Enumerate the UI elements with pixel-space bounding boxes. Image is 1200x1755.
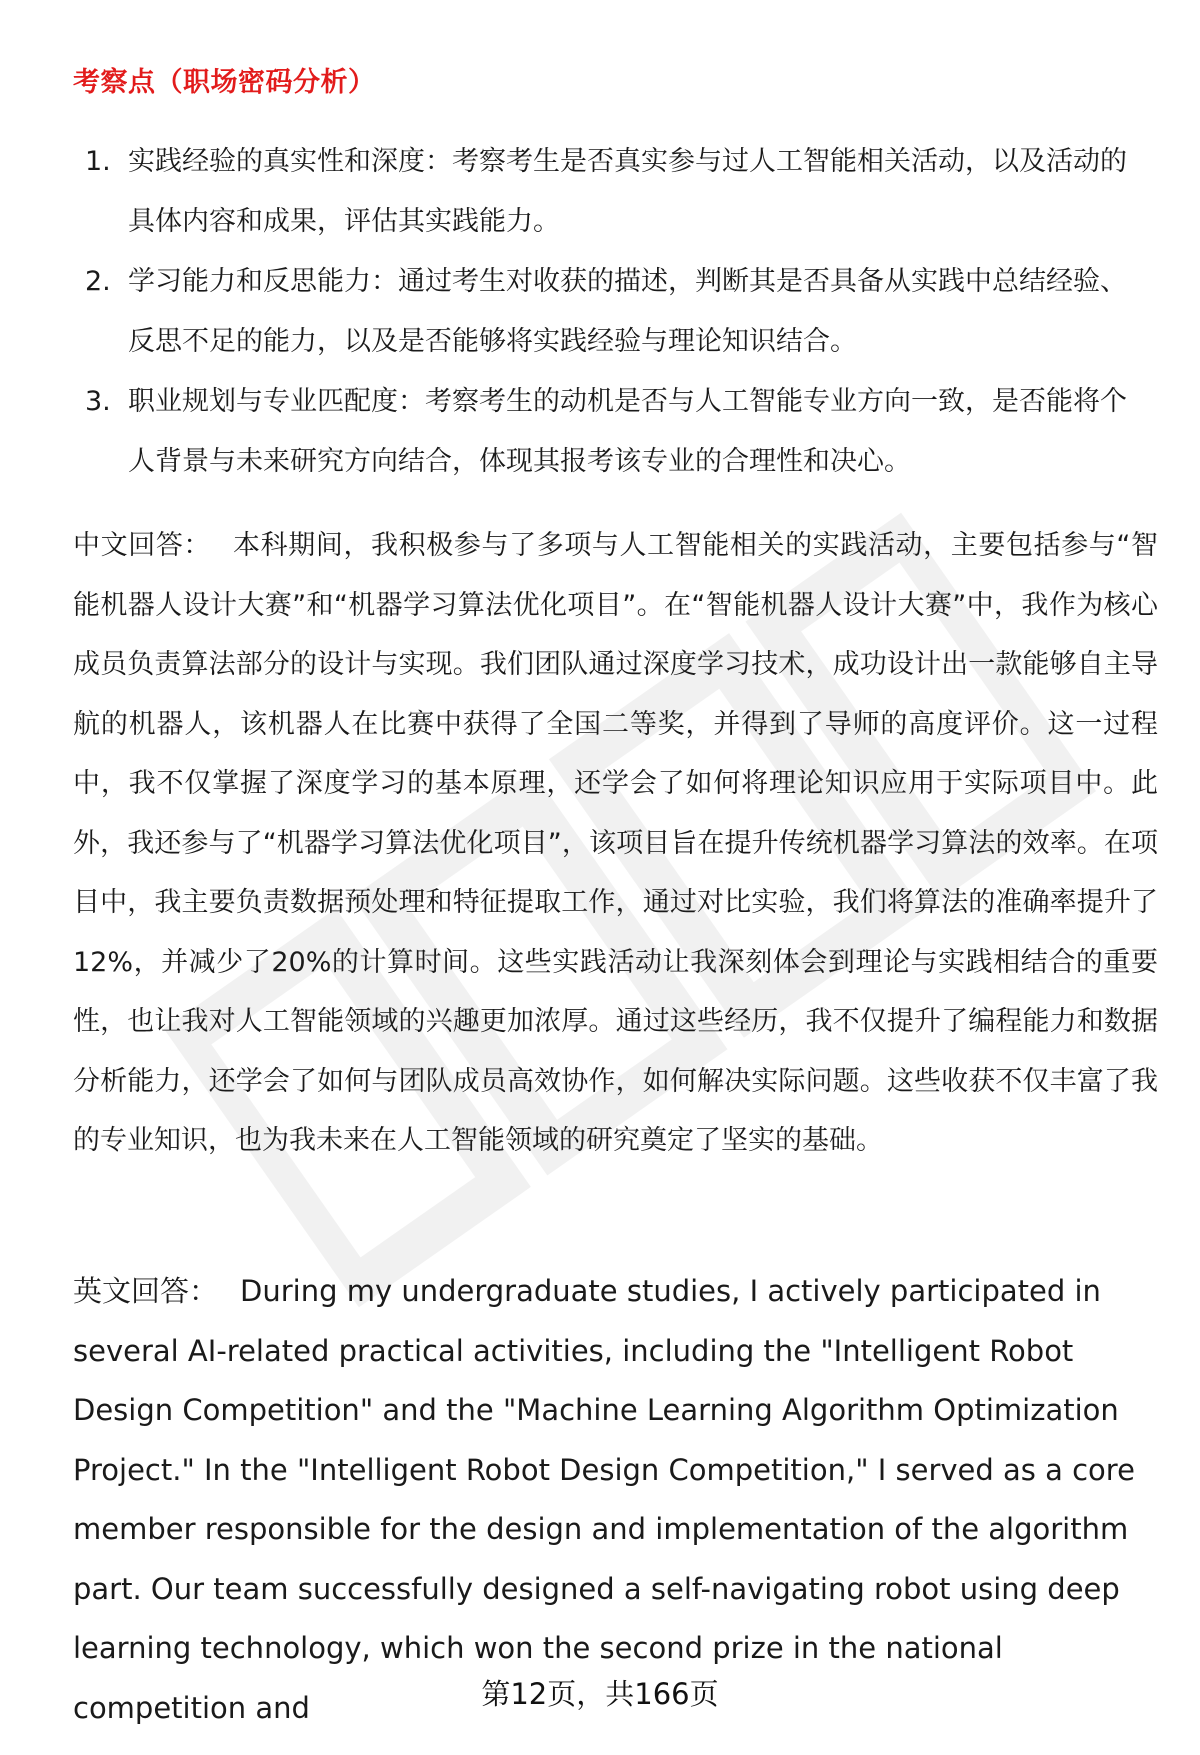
evaluation-points-list [73,132,1153,492]
list-item-number: 1. [85,146,111,177]
english-answer-text: During my undergraduate studies, I actively participated in several AI-related practical activities, including the "Intelligent Robot Design Competition" and the "Machine Learning Algorithm Optimization Project." In the "Intelligent Robot Design Competition," I served as a core member responsible for the design and implementation of the algorithm part. Our team successfully designed a self-navigating robot using deep learning technology, which won the second prize in the national competition and [73,1274,1135,1725]
list-item-text: 学习能力和反思能力：通过考生对收获的描述，判断其是否具备从实践中总结经验、反思不足的能力，以及是否能够将实践经验与理论知识结合。 [128,266,1127,357]
list-item [73,372,1153,492]
list-item [73,252,1153,372]
chinese-answer-label: 中文回答： [73,530,212,561]
english-answer-paragraph [73,1262,1158,1738]
list-item [73,132,1153,252]
page-number-footer: 第12页，共166页 [481,1677,719,1711]
chinese-answer-text: 本科期间，我积极参与了多项与人工智能相关的实践活动，主要包括参与“智能机器人设计大赛”和“机器学习算法优化项目”。在“智能机器人设计大赛”中，我作为核心成员负责算法部分的设计与实现。我们团队通过深度学习技术，成功设计出一款能够自主导航的机器人，该机器人在比赛中获得了全国二等奖，并得到了导师的高度评价。这一过程中，我不仅掌握了深度学习的基本原理，还学会了如何将理论知识应用于实际项目中。此外，我还参与了“机器学习算法优化项目”，该项目旨在提升传统机器学习算法的效率。在项目中，我主要负责数据预处理和特征提取工作，通过对比实验，我们将算法的准确率提升了12%，并减少了20%的计算时间。这些实践活动让我深刻体会到理论与实践相结合的重要性，也让我对人工智能领域的兴趣更加浓厚。通过这些经历，我不仅提升了编程能力和数据分析能力，还学会了如何与团队成员高效协作，如何解决实际问题。这些收获不仅丰富了我的专业知识，也为我未来在人工智能领域的研究奠定了坚实的基础。 [73,530,1158,1156]
list-item-text: 实践经验的真实性和深度：考察考生是否真实参与过人工智能相关活动，以及活动的具体内容和成果，评估其实践能力。 [128,146,1127,237]
list-item-number: 2. [85,266,111,297]
english-answer-label: 英文回答： [73,1274,219,1308]
chinese-answer-paragraph [73,516,1158,1171]
list-item-text: 职业规划与专业匹配度：考察考生的动机是否与人工智能专业方向一致，是否能将个人背景与未来研究方向结合，体现其报考该专业的合理性和决心。 [128,386,1127,477]
section-heading: 考察点（职场密码分析） [73,67,376,98]
list-item-number: 3. [85,386,111,417]
